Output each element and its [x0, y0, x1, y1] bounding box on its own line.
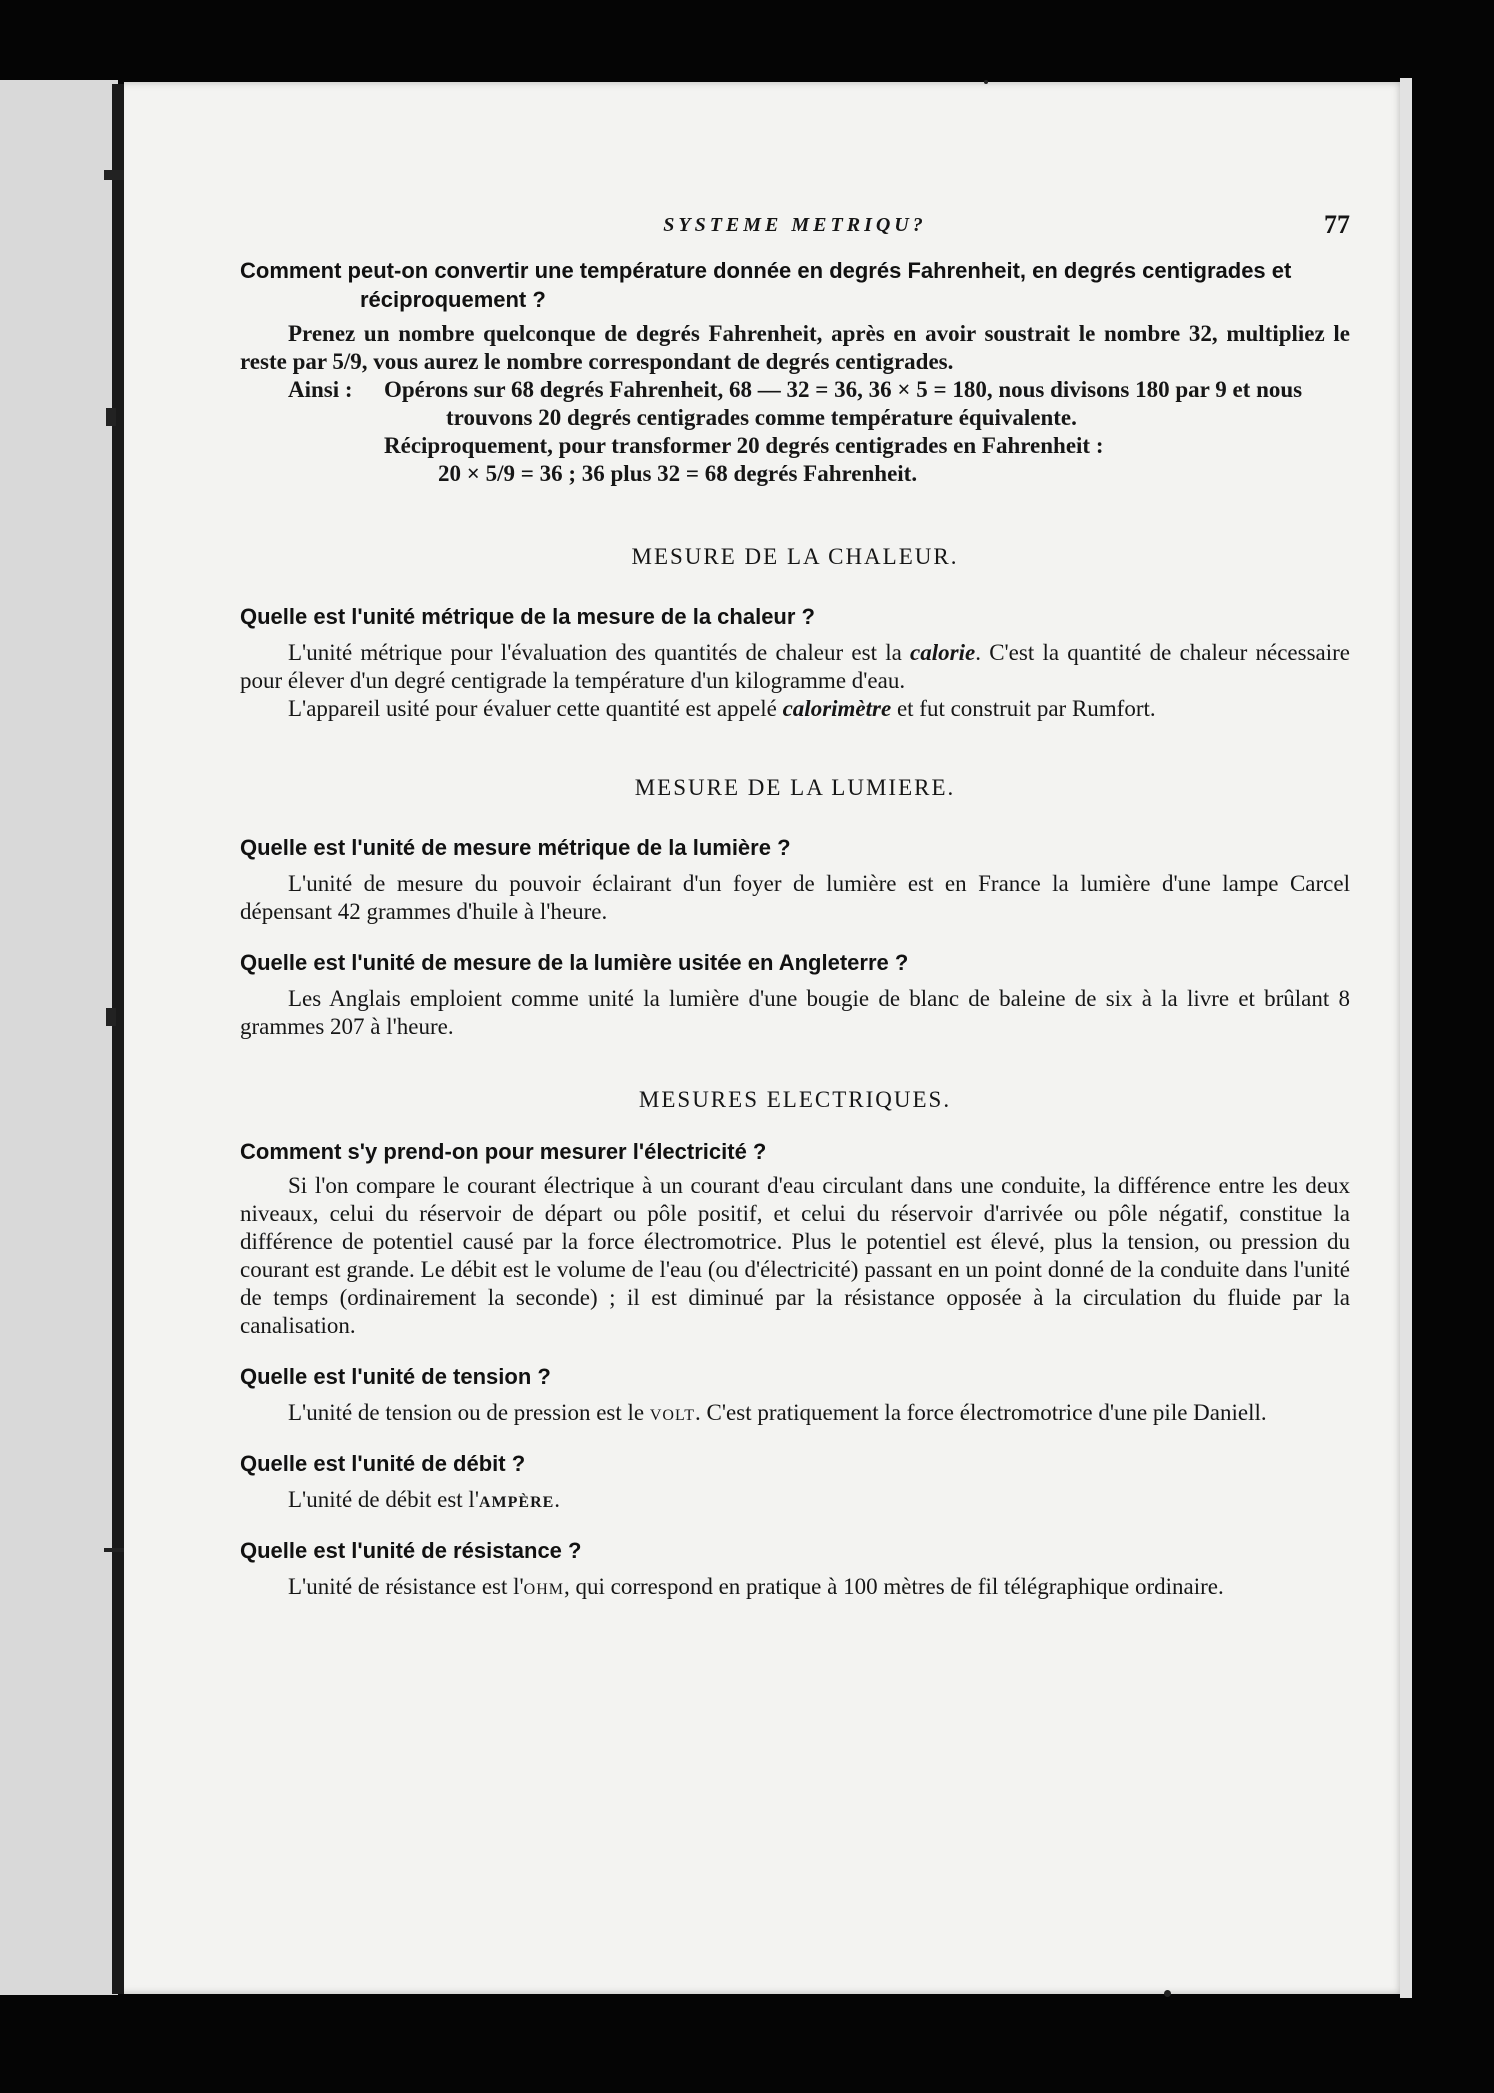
- binding-mark: [106, 408, 116, 426]
- answer-electric-2-text: L'unité de tension ou de pression est le: [288, 1400, 650, 1425]
- question-electric-3: Quelle est l'unité de débit ?: [240, 1451, 526, 1476]
- binding-mark: [106, 1008, 116, 1026]
- answer-light-2: Les Anglais emploient comme unité la lumière d'une bougie de blanc de baleine de six à la livre et brûlant 8 grammes 207 à l'heure.: [240, 986, 1350, 1039]
- scan-speck: [1164, 1990, 1171, 1997]
- question-electric-2: Quelle est l'unité de tension ?: [240, 1364, 551, 1389]
- answer-electric-4: [240, 1573, 1350, 1601]
- binding-mark: [104, 1548, 124, 1552]
- question-electric-4: Quelle est l'unité de résistance ?: [240, 1538, 582, 1563]
- answer-heat-1: [240, 639, 1350, 695]
- question-electric-1: Comment s'y prend-on pour mesurer l'électricité ?: [240, 1139, 767, 1164]
- section-title-electric: MESURES ELECTRIQUES.: [638, 1087, 952, 1112]
- section-title-heat: MESURE DE LA CHALEUR.: [631, 544, 959, 569]
- answer-electric-2: [240, 1399, 1350, 1427]
- question-temperature: Comment peut-on convertir une température donnée en degrés Fahrenheit, en degrés centigrades et réciproquement ?: [240, 258, 1292, 312]
- answer-electric-4-text: L'unité de résistance est l': [288, 1574, 524, 1599]
- answer-electric-3-text: L'unité de débit est l': [288, 1487, 479, 1512]
- answer-electric-3-rest: .: [554, 1487, 561, 1512]
- book-page: [124, 82, 1406, 1994]
- answer-heat-2: [240, 695, 1350, 723]
- example-block: [288, 376, 1350, 432]
- term-calorimetre: calorimètre: [782, 696, 892, 721]
- answer-heat-2-rest: et fut construit par Rumfort.: [891, 696, 1156, 721]
- reciprocal-line-2: 20 × 5/9 = 36 ; 36 plus 32 = 68 degrés Fahrenheit.: [438, 461, 918, 486]
- running-head: [240, 210, 1350, 250]
- question-heat: Quelle est l'unité métrique de la mesure de la chaleur ?: [240, 604, 815, 629]
- question-light-2: Quelle est l'unité de mesure de la lumière usitée en Angleterre ?: [240, 950, 909, 975]
- unit-volt: volt: [649, 1400, 696, 1425]
- unit-ohm: ohm: [523, 1574, 564, 1599]
- answer-light-1: L'unité de mesure du pouvoir éclairant d'un foyer de lumière est en France la lumière d'une lampe Carcel dépensant 42 grammes d'huile à l'heure.: [240, 871, 1350, 924]
- reciprocal-line-1: Réciproquement, pour transformer 20 degrés centigrades en Fahrenheit :: [384, 433, 1104, 458]
- page-content: [240, 210, 1350, 1601]
- answer-temperature: Prenez un nombre quelconque de degrés Fahrenheit, après en avoir soustrait le nombre 32, multipliez le reste par 5/9, vous aurez le nombre correspondant de degrés centigrades.: [240, 321, 1350, 374]
- running-title: SYSTEME METRIQU?: [663, 214, 927, 236]
- right-page-edge: [1400, 78, 1412, 1998]
- example-text: Opérons sur 68 degrés Fahrenheit, 68 — 32 = 36, 36 × 5 = 180, nous divisons 180 par 9 et nous trouvons 20 degrés centigrades comme température équivalente.: [384, 377, 1303, 430]
- book-binding: [112, 84, 124, 1994]
- page-number: 77: [1324, 210, 1350, 239]
- section-title-light: MESURE DE LA LUMIERE.: [634, 775, 956, 800]
- answer-heat-2-text: L'appareil usité pour évaluer cette quantité est appelé: [288, 696, 783, 721]
- left-page-edge: [0, 80, 118, 1995]
- term-calorie: calorie: [910, 640, 976, 665]
- unit-ampere: ampère: [478, 1487, 555, 1512]
- answer-electric-1: Si l'on compare le courant électrique à un courant d'eau circulant dans une conduite, la différence entre les deux niveaux, celui du réservoir de départ ou pôle positif, et celui du réservoir d'arrivée ou pôle négatif, constitue la différence de potentiel causé par la force électromotrice. Plus le potentiel est élevé, plus la tension, ou pression du courant est grande. Le débit est le volume de l'eau (ou d'électricité) passant en un point donné de la conduite dans l'unité de temps (ordinairement la seconde) ; il est diminué par la résistance opposée à la circulation du fluide par la canalisation.: [240, 1173, 1350, 1338]
- answer-heat-1-text: L'unité métrique pour l'évaluation des quantités de chaleur est la: [288, 640, 911, 665]
- answer-heat-1-rest: . C'est la quantité de chaleur nécessaire pour élever d'un degré centigrade la température d'un kilogramme d'eau.: [240, 640, 1350, 693]
- scan-speck: [984, 80, 988, 84]
- question-light-1: Quelle est l'unité de mesure métrique de la lumière ?: [240, 835, 791, 860]
- answer-electric-3: [240, 1486, 1350, 1514]
- example-label: Ainsi :: [288, 377, 353, 402]
- answer-electric-4-rest: , qui correspond en pratique à 100 mètres de fil télégraphique ordinaire.: [564, 1574, 1224, 1599]
- answer-electric-2-rest: . C'est pratiquement la force électromotrice d'une pile Daniell.: [695, 1400, 1267, 1425]
